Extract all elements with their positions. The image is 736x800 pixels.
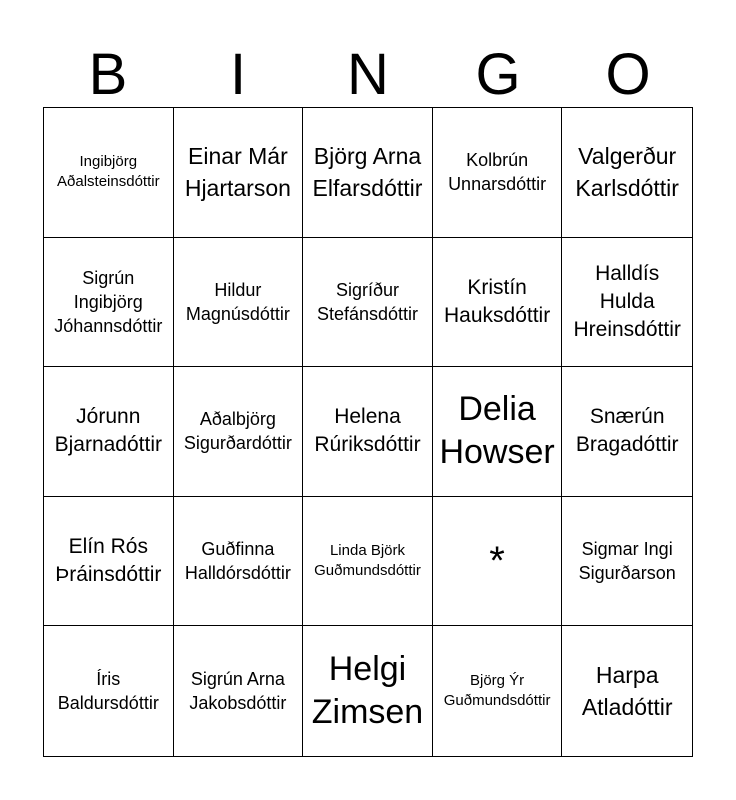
cell-line: Þráinsdóttir <box>55 563 162 587</box>
cell-line: Snærún <box>589 405 665 429</box>
bingo-cell[interactable] <box>303 497 433 627</box>
bingo-cell[interactable] <box>44 238 174 368</box>
bingo-cell[interactable] <box>174 238 304 368</box>
cell-line: Helena <box>334 405 401 429</box>
cell-line: Sigríður <box>335 279 399 300</box>
bingo-cell[interactable] <box>44 497 174 627</box>
cell-line: Einar Már <box>188 143 288 170</box>
cell-line: Hulda <box>599 289 655 313</box>
cell-line: Björg Ýr <box>469 672 525 690</box>
header-letter-i: I <box>229 42 247 107</box>
bingo-cell[interactable] <box>433 626 563 756</box>
cell-line: Magnúsdóttir <box>185 303 290 324</box>
cell-line: Guðmundsdóttir <box>314 562 421 580</box>
cell-line: Jakobsdóttir <box>189 693 287 714</box>
cell-line: Sigurðarson <box>578 563 676 584</box>
bingo-cell[interactable] <box>562 238 692 368</box>
cell-line: Sigurðardóttir <box>183 433 292 454</box>
bingo-cell[interactable] <box>562 626 692 756</box>
cell-line: Jóhannsdóttir <box>54 315 163 336</box>
cell-line: Elfarsdóttir <box>312 175 423 202</box>
bingo-cell[interactable] <box>174 497 304 627</box>
bingo-cell[interactable] <box>303 626 433 756</box>
cell-line: Rúriksdóttir <box>314 433 421 457</box>
cell-line: Ingibjörg <box>73 291 143 312</box>
cell-line: Aðalbjörg <box>199 409 276 430</box>
bingo-cell[interactable] <box>303 367 433 497</box>
header-letter-b: B <box>88 42 128 107</box>
cell-line: Stefánsdóttir <box>316 303 419 324</box>
bingo-cell[interactable] <box>174 367 304 497</box>
cell-line: Valgerður <box>578 143 677 170</box>
cell-line: Sigmar Ingi <box>581 539 673 560</box>
bingo-cell[interactable] <box>562 497 692 627</box>
cell-line: Jórunn <box>76 405 141 429</box>
cell-line: Aðalsteinsdóttir <box>57 173 160 191</box>
bingo-cell[interactable] <box>174 626 304 756</box>
cell-line: Guðmundsdóttir <box>443 692 551 710</box>
cell-line: Sigrún Arna <box>190 669 285 690</box>
cell-line: Unnarsdóttir <box>448 174 547 195</box>
cell-line: Harpa <box>595 662 659 689</box>
cell-line: Helgi <box>328 650 407 689</box>
header-letter-g: G <box>475 42 521 107</box>
bingo-cell[interactable] <box>174 108 304 238</box>
cell-line: Hildur <box>214 279 262 300</box>
cell-line: Zimsen <box>311 693 424 732</box>
cell-line: Atladóttir <box>581 694 673 721</box>
cell-line: Howser <box>439 433 555 472</box>
bingo-cell[interactable] <box>44 626 174 756</box>
bingo-cell[interactable] <box>562 367 692 497</box>
bingo-cell[interactable] <box>303 108 433 238</box>
free-space-cell[interactable] <box>433 497 563 627</box>
bingo-cell[interactable] <box>562 108 692 238</box>
cell-line: Kristín <box>467 275 527 299</box>
cell-line: Linda Björk <box>329 542 406 560</box>
cell-line: Björg Arna <box>313 143 422 170</box>
bingo-board <box>43 107 693 757</box>
bingo-cell[interactable] <box>433 108 563 238</box>
bingo-cell[interactable] <box>433 367 563 497</box>
cell-line: Íris <box>96 669 121 690</box>
cell-line: Kolbrún <box>466 150 529 171</box>
cell-line: Hreinsdóttir <box>573 317 681 341</box>
bingo-cell[interactable] <box>303 238 433 368</box>
bingo-cell[interactable] <box>44 108 174 238</box>
cell-line: Halldís <box>595 261 660 285</box>
cell-line: Delia <box>458 390 536 429</box>
bingo-cell[interactable] <box>44 367 174 497</box>
header-letter-o: O <box>605 42 651 107</box>
cell-line: Sigrún <box>82 267 135 288</box>
cell-line: Hjartarson <box>184 175 291 202</box>
cell-line: Ingibjörg <box>79 153 138 171</box>
cell-line: Elín Rós <box>68 535 148 559</box>
free-space-star: * <box>489 539 505 584</box>
header-letter-n: N <box>347 42 389 107</box>
cell-line: Halldórsdóttir <box>184 563 291 584</box>
bingo-cell[interactable] <box>433 238 563 368</box>
cell-line: Karlsdóttir <box>575 175 679 202</box>
bingo-header <box>43 44 693 106</box>
cell-line: Bjarnadóttir <box>54 433 162 457</box>
cell-line: Hauksdóttir <box>443 303 551 327</box>
cell-line: Guðfinna <box>201 539 275 560</box>
cell-line: Bragadóttir <box>575 433 679 457</box>
cell-line: Baldursdóttir <box>57 693 159 714</box>
